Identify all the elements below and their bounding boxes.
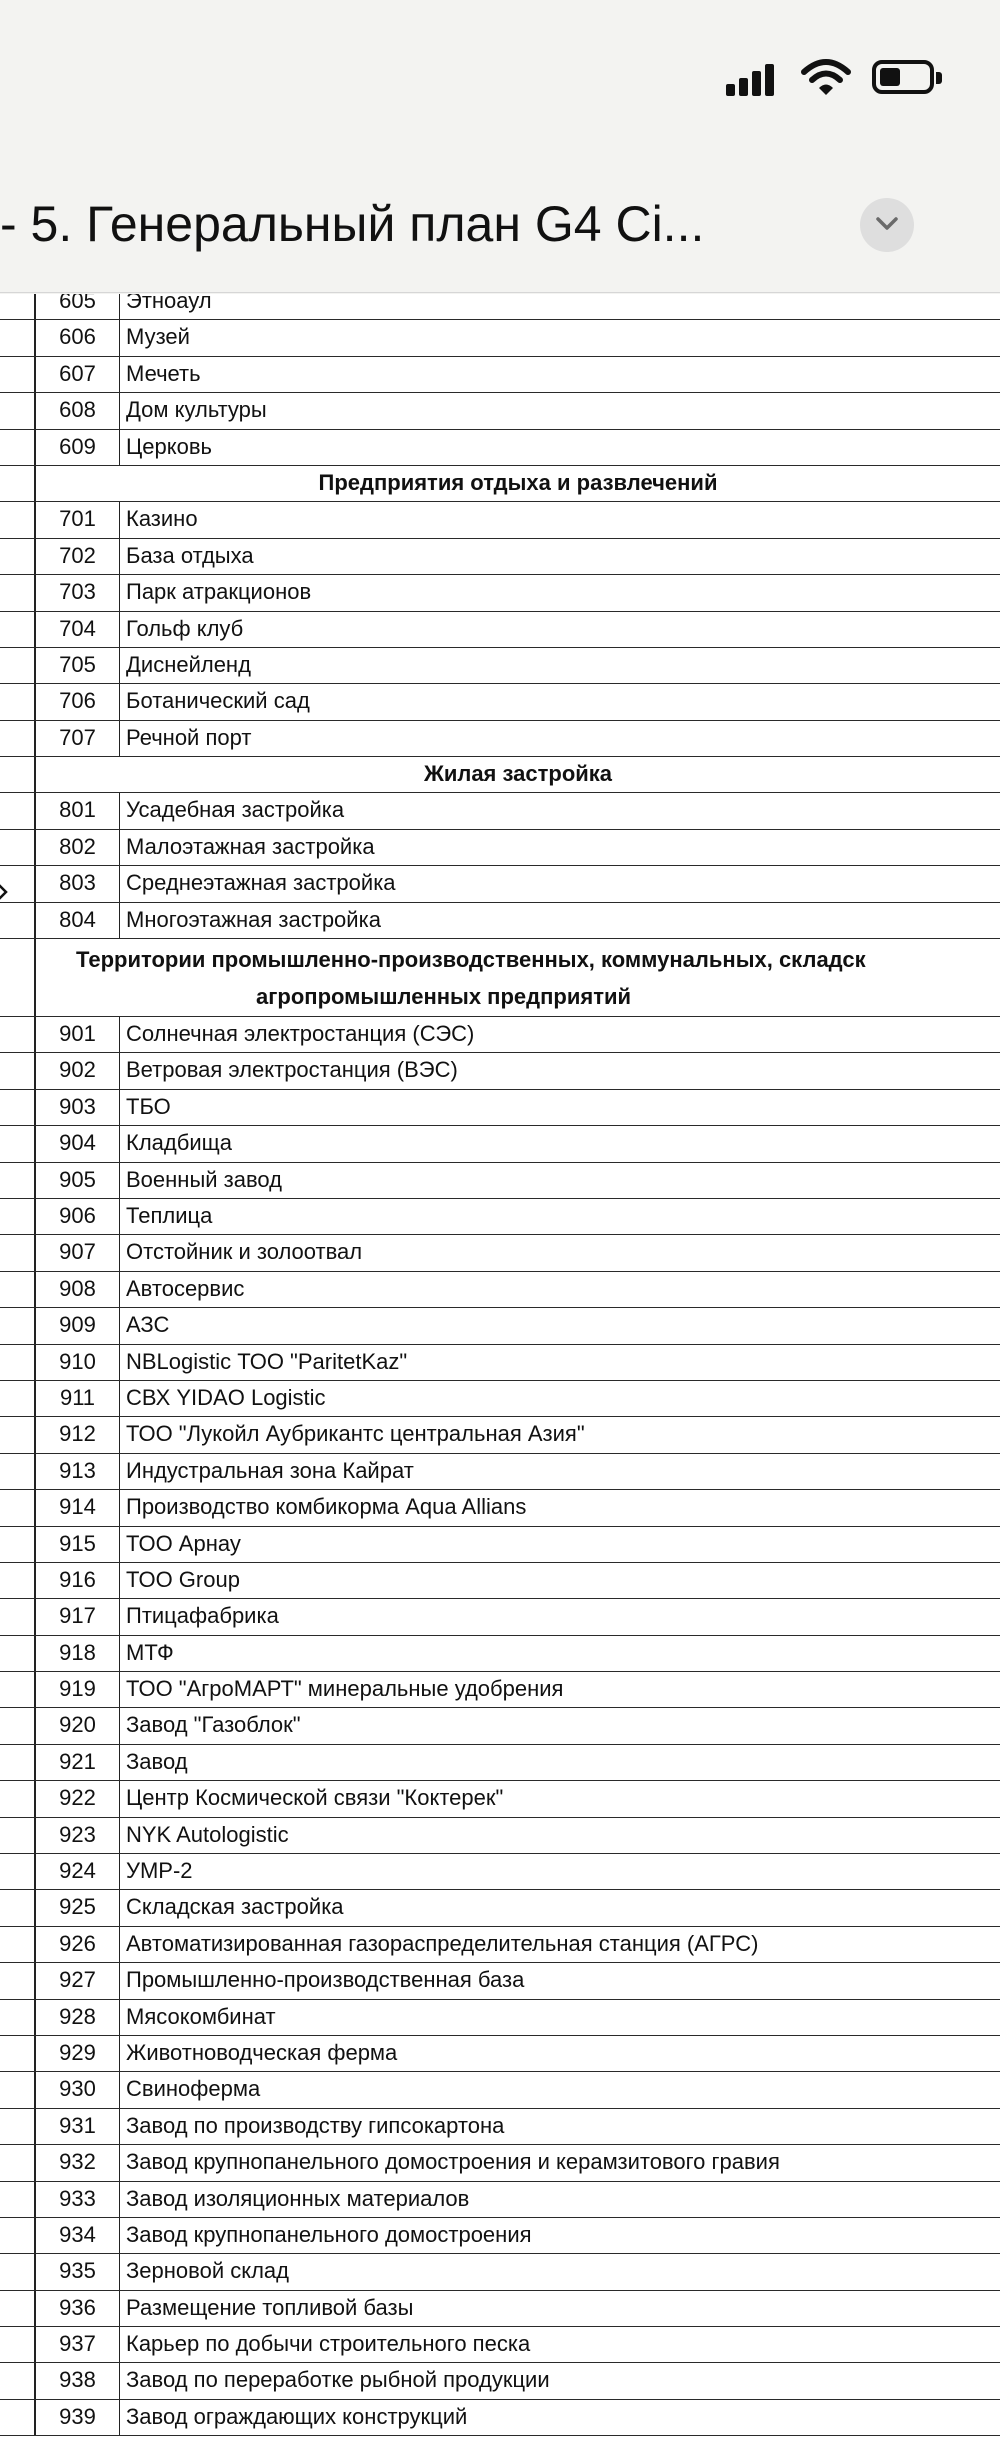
row-number[interactable]: 707 xyxy=(34,721,120,756)
table-row[interactable] xyxy=(0,1563,1000,1599)
row-name[interactable]: Теплица xyxy=(126,1202,213,1228)
row-name[interactable]: Кладбища xyxy=(126,1130,232,1156)
row-name[interactable]: Завод по переработке рыбной продукции xyxy=(126,2367,550,2393)
row-name[interactable]: Отстойник и золоотвал xyxy=(126,1239,363,1265)
row-name[interactable]: Среднеэтажная застройка xyxy=(126,870,396,896)
table-row[interactable] xyxy=(0,1308,1000,1344)
row-name[interactable]: Автоматизированная газораспределительная станция (АГРС) xyxy=(126,1930,759,1956)
row-number[interactable]: 701 xyxy=(34,502,120,537)
row-number[interactable]: 929 xyxy=(34,2036,120,2071)
table-row[interactable] xyxy=(0,357,1000,393)
section-header-row[interactable] xyxy=(0,757,1000,793)
row-number[interactable]: 802 xyxy=(34,830,120,865)
table-row[interactable] xyxy=(0,612,1000,648)
table-row[interactable] xyxy=(0,1745,1000,1781)
row-name[interactable]: Зерновой склад xyxy=(126,2258,290,2284)
row-number[interactable]: 939 xyxy=(34,2400,120,2435)
section-title: Жилая застройка xyxy=(34,757,1000,792)
row-name[interactable]: Церковь xyxy=(126,433,213,459)
table-row[interactable] xyxy=(0,320,1000,356)
row-number[interactable]: 803 xyxy=(34,866,120,901)
spreadsheet-view[interactable] xyxy=(0,294,1000,2443)
row-name[interactable]: Индустральная зона Кайрат xyxy=(126,1457,414,1483)
row-number[interactable]: 606 xyxy=(34,320,120,355)
row-name[interactable]: Завод крупнопанельного домостроения и керамзитового гравия xyxy=(126,2149,780,2175)
table-row[interactable] xyxy=(0,2182,1000,2218)
row-number[interactable]: 912 xyxy=(34,1417,120,1452)
row-number[interactable]: 933 xyxy=(34,2182,120,2217)
row-number[interactable]: 705 xyxy=(34,648,120,683)
row-name[interactable]: ТОО "АгроМАРТ" минеральные удобрения xyxy=(126,1676,564,1702)
row-number[interactable]: 911 xyxy=(34,1381,120,1416)
title-dropdown-button[interactable] xyxy=(860,198,914,252)
row-name[interactable]: Казино xyxy=(126,506,198,532)
table-row[interactable] xyxy=(0,2327,1000,2363)
row-number[interactable]: 924 xyxy=(34,1854,120,1889)
table-row[interactable] xyxy=(0,866,1000,902)
row-name[interactable]: Гольф клуб xyxy=(126,615,244,641)
table-row[interactable] xyxy=(0,721,1000,757)
header-divider xyxy=(0,292,1000,293)
row-number[interactable]: 926 xyxy=(34,1927,120,1962)
row-number[interactable]: 934 xyxy=(34,2218,120,2253)
section-title-line-2: агропромышленных предприятий xyxy=(256,984,632,1010)
table-row[interactable] xyxy=(0,1199,1000,1235)
row-number[interactable]: 937 xyxy=(34,2327,120,2362)
row-number[interactable]: 905 xyxy=(34,1163,120,1198)
row-number[interactable]: 907 xyxy=(34,1235,120,1270)
row-name[interactable]: Птицафабрика xyxy=(126,1603,279,1629)
table-row[interactable] xyxy=(0,575,1000,611)
row-name[interactable]: Размещение топливой базы xyxy=(126,2294,414,2320)
section-title xyxy=(34,939,1000,1016)
table-row[interactable] xyxy=(0,1272,1000,1308)
table-row[interactable] xyxy=(0,1163,1000,1199)
table-row[interactable] xyxy=(0,684,1000,720)
table-row[interactable] xyxy=(0,1053,1000,1089)
row-number[interactable]: 915 xyxy=(34,1527,120,1562)
row-number[interactable]: 917 xyxy=(34,1599,120,1634)
row-number[interactable]: 801 xyxy=(34,793,120,828)
battery-icon xyxy=(872,60,944,98)
status-bar xyxy=(0,0,1000,160)
wifi-icon xyxy=(800,58,852,98)
row-number[interactable]: 930 xyxy=(34,2072,120,2107)
table-row[interactable] xyxy=(0,1090,1000,1126)
section-title-line-1: Территории промышленно-производственных, коммунальных, складск xyxy=(76,947,866,973)
row-name[interactable]: Солнечная электростанция (СЭС) xyxy=(126,1021,475,1047)
row-number[interactable]: 919 xyxy=(34,1672,120,1707)
row-number[interactable]: 906 xyxy=(34,1199,120,1234)
row-name[interactable]: ТОО Group xyxy=(126,1566,240,1592)
row-number[interactable]: 932 xyxy=(34,2145,120,2180)
row-name[interactable]: УМР-2 xyxy=(126,1858,193,1884)
table-row[interactable] xyxy=(0,430,1000,466)
row-name[interactable]: Дом культуры xyxy=(126,397,267,423)
row-name[interactable]: База отдыха xyxy=(126,542,254,568)
row-number[interactable]: 703 xyxy=(34,575,120,610)
row-name[interactable]: Животноводческая ферма xyxy=(126,2039,398,2065)
table-row[interactable] xyxy=(0,2109,1000,2145)
table-row[interactable] xyxy=(0,1417,1000,1453)
table-row[interactable] xyxy=(0,1854,1000,1890)
row-name[interactable]: NBLogistic ТОО "ParitetKaz" xyxy=(126,1348,408,1374)
row-name[interactable]: Мечеть xyxy=(126,360,201,386)
table-row[interactable] xyxy=(0,2363,1000,2399)
row-number[interactable]: 902 xyxy=(34,1053,120,1088)
row-number[interactable]: 605 xyxy=(34,294,120,319)
table-row[interactable] xyxy=(0,1345,1000,1381)
section-header-row[interactable] xyxy=(0,466,1000,502)
section-header-row[interactable] xyxy=(0,939,1000,1017)
row-name[interactable]: Завод ограждающих конструкций xyxy=(126,2403,468,2429)
row-name[interactable]: Музей xyxy=(126,324,190,350)
table-row[interactable] xyxy=(0,648,1000,684)
table-row[interactable] xyxy=(0,393,1000,429)
table-row[interactable] xyxy=(0,1636,1000,1672)
table-row[interactable] xyxy=(0,1454,1000,1490)
row-number[interactable]: 908 xyxy=(34,1272,120,1307)
chevron-down-icon xyxy=(875,216,899,232)
row-name[interactable]: NYK Autologistic xyxy=(126,1821,289,1847)
row-number[interactable]: 927 xyxy=(34,1963,120,1998)
table-row[interactable] xyxy=(0,903,1000,939)
row-number[interactable]: 913 xyxy=(34,1454,120,1489)
row-name[interactable]: Диснейленд xyxy=(126,651,251,677)
row-number[interactable]: 910 xyxy=(34,1345,120,1380)
row-number[interactable]: 922 xyxy=(34,1781,120,1816)
table-row[interactable] xyxy=(0,793,1000,829)
row-name[interactable]: Завод xyxy=(126,1748,188,1774)
row-name[interactable]: Речной порт xyxy=(126,724,252,750)
row-name[interactable]: Завод изоляционных материалов xyxy=(126,2185,470,2211)
table-row[interactable] xyxy=(0,1017,1000,1053)
row-name[interactable]: ТОО "Лукойл Аубрикантс центральная Азия" xyxy=(126,1421,585,1447)
table-row[interactable] xyxy=(0,2291,1000,2327)
table-row[interactable] xyxy=(0,2000,1000,2036)
row-number[interactable]: 804 xyxy=(34,903,120,938)
table-row[interactable] xyxy=(0,2145,1000,2181)
row-name[interactable]: Завод "Газоблок" xyxy=(126,1712,301,1738)
document-title: - 5. Генеральный план G4 Ci... xyxy=(0,196,705,252)
row-number[interactable]: 706 xyxy=(34,684,120,719)
row-name[interactable]: Завод крупнопанельного домостроения xyxy=(126,2221,532,2247)
table-row[interactable] xyxy=(0,1781,1000,1817)
row-number[interactable]: 920 xyxy=(34,1708,120,1743)
table-row[interactable] xyxy=(0,1927,1000,1963)
row-name[interactable]: Производство комбикорма Aqua Allians xyxy=(126,1494,527,1520)
table-row[interactable] xyxy=(0,1708,1000,1744)
row-number[interactable]: 921 xyxy=(34,1745,120,1780)
row-number[interactable]: 914 xyxy=(34,1490,120,1525)
table-row[interactable] xyxy=(0,1599,1000,1635)
table-row[interactable] xyxy=(0,502,1000,538)
row-name[interactable]: ТОО Арнау xyxy=(126,1530,241,1556)
table-row[interactable] xyxy=(0,2036,1000,2072)
table-row[interactable] xyxy=(0,2218,1000,2254)
table-row[interactable] xyxy=(0,1235,1000,1271)
row-number[interactable]: 923 xyxy=(34,1818,120,1853)
row-name[interactable]: Свиноферма xyxy=(126,2076,261,2102)
row-name[interactable]: СВХ YIDAO Logistic xyxy=(126,1384,326,1410)
row-name[interactable]: Военный завод xyxy=(126,1166,283,1192)
row-name[interactable]: Многоэтажная застройка xyxy=(126,906,381,932)
row-marker-icon xyxy=(0,882,10,902)
row-number[interactable]: 901 xyxy=(34,1017,120,1052)
row-name[interactable]: Ветровая электростанция (ВЭС) xyxy=(126,1057,458,1083)
table-row[interactable] xyxy=(0,830,1000,866)
row-name[interactable]: Парк атракционов xyxy=(126,579,312,605)
signal-icon xyxy=(726,62,774,96)
row-number[interactable]: 938 xyxy=(34,2363,120,2398)
table-row[interactable] xyxy=(0,1963,1000,1999)
table-row[interactable] xyxy=(0,2072,1000,2108)
row-number[interactable]: 928 xyxy=(34,2000,120,2035)
row-number[interactable]: 608 xyxy=(34,393,120,428)
table-row[interactable] xyxy=(0,1381,1000,1417)
row-name[interactable]: Ботанический сад xyxy=(126,688,310,714)
row-name[interactable]: Промышленно-производственная база xyxy=(126,1967,525,1993)
row-name[interactable]: Завод по производству гипсокартона xyxy=(126,2112,505,2138)
table-row[interactable] xyxy=(0,1490,1000,1526)
row-number[interactable]: 925 xyxy=(34,1890,120,1925)
table-row[interactable] xyxy=(0,1818,1000,1854)
row-name[interactable]: АЗС xyxy=(126,1312,170,1338)
row-name[interactable]: Складская застройка xyxy=(126,1894,344,1920)
row-name[interactable]: Мясокомбинат xyxy=(126,2003,276,2029)
row-number[interactable]: 935 xyxy=(34,2254,120,2289)
table-row[interactable] xyxy=(0,1527,1000,1563)
row-number[interactable]: 903 xyxy=(34,1090,120,1125)
row-number[interactable]: 607 xyxy=(34,357,120,392)
table-row[interactable] xyxy=(0,1672,1000,1708)
row-name[interactable]: Карьер по добычи строительного песка xyxy=(126,2331,531,2357)
row-name[interactable]: ТБО xyxy=(126,1093,171,1119)
section-title: Предприятия отдыха и развлечений xyxy=(34,466,1000,501)
table-row[interactable] xyxy=(0,1126,1000,1162)
table-row[interactable] xyxy=(0,1890,1000,1926)
row-number[interactable]: 931 xyxy=(34,2109,120,2144)
table-row[interactable] xyxy=(0,539,1000,575)
row-number[interactable]: 918 xyxy=(34,1636,120,1671)
row-number[interactable]: 609 xyxy=(34,430,120,465)
table-row[interactable] xyxy=(0,2400,1000,2436)
row-name[interactable]: Автосервис xyxy=(126,1275,245,1301)
table-row[interactable] xyxy=(0,294,1000,320)
row-number[interactable]: 936 xyxy=(34,2291,120,2326)
row-name[interactable]: Центр Космической связи "Коктерек" xyxy=(126,1785,504,1811)
row-number[interactable]: 904 xyxy=(34,1126,120,1161)
row-name[interactable]: Усадебная застройка xyxy=(126,797,345,823)
table xyxy=(0,294,1000,2436)
row-number[interactable]: 704 xyxy=(34,612,120,647)
row-number[interactable]: 909 xyxy=(34,1308,120,1343)
row-name[interactable]: Этноаул xyxy=(126,294,212,313)
row-name[interactable]: Малоэтажная застройка xyxy=(126,833,375,859)
row-name[interactable]: МТФ xyxy=(126,1639,174,1665)
row-number[interactable]: 702 xyxy=(34,539,120,574)
table-row[interactable] xyxy=(0,2254,1000,2290)
row-number[interactable]: 916 xyxy=(34,1563,120,1598)
